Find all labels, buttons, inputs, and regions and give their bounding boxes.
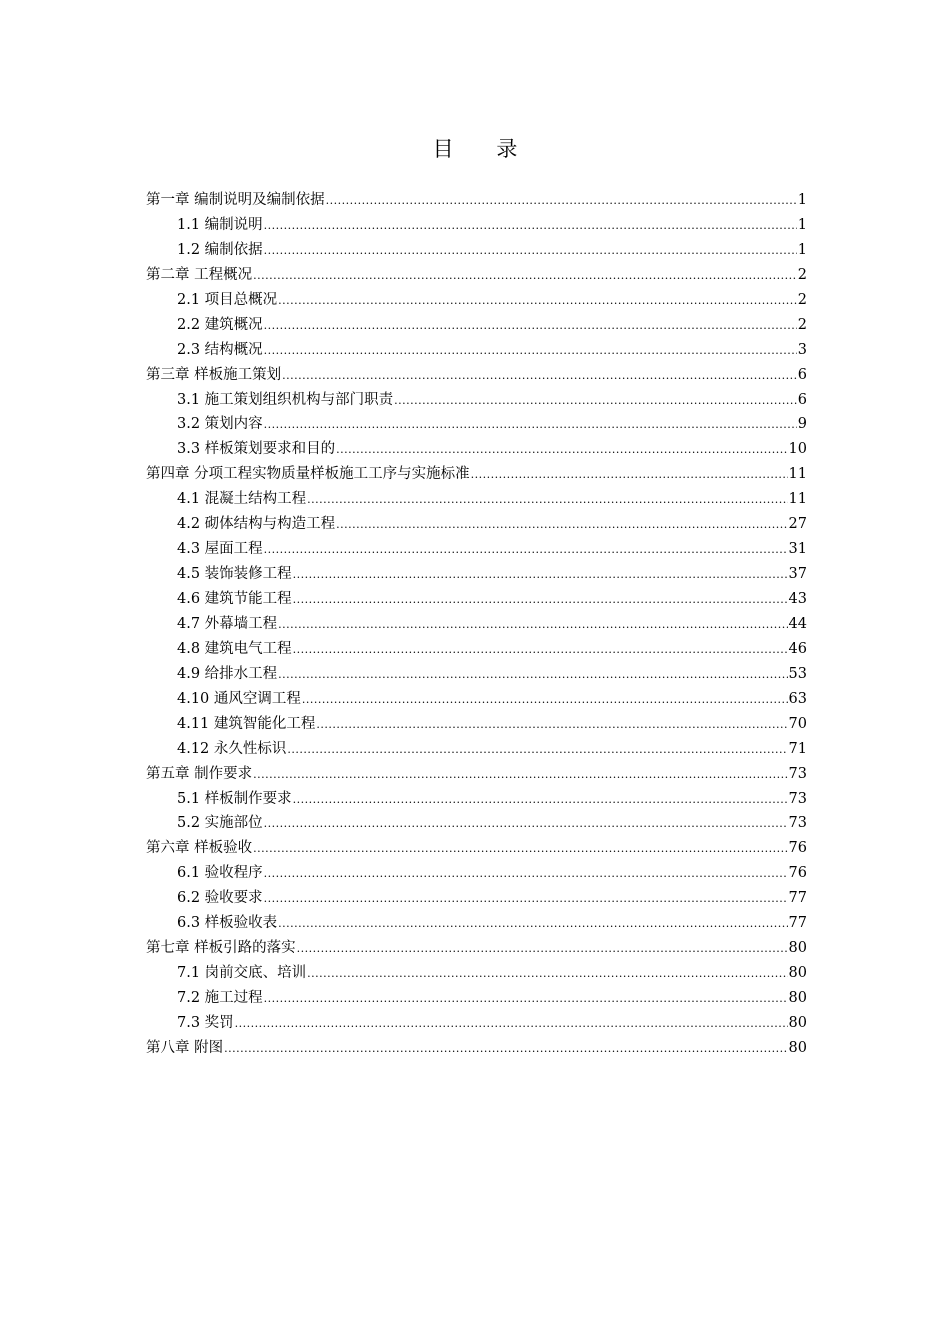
toc-entry-label: 5.2 实施部位 — [177, 815, 263, 832]
toc-dot-leader — [278, 663, 787, 688]
toc-entry-label: 第六章 样板验收 — [146, 840, 253, 857]
toc-page-number: 11 — [788, 491, 807, 508]
toc-section-entry[interactable] — [146, 861, 807, 886]
toc-dot-leader — [287, 738, 787, 763]
table-of-contents — [146, 188, 807, 1061]
toc-page-number: 2 — [797, 316, 807, 333]
toc-entry-label: 7.1 岗前交底、培训 — [177, 965, 307, 982]
toc-dot-leader — [293, 638, 788, 663]
toc-page-number: 76 — [788, 840, 807, 857]
toc-entry-label: 7.3 奖罚 — [177, 1014, 234, 1031]
toc-entry-label: 4.12 永久性标识 — [177, 740, 287, 757]
toc-page-number: 11 — [788, 466, 807, 483]
toc-section-entry[interactable] — [146, 238, 807, 263]
toc-section-entry[interactable] — [146, 712, 807, 737]
toc-page-number: 1 — [797, 241, 807, 258]
toc-dot-leader — [278, 289, 797, 314]
toc-page-number: 6 — [797, 366, 807, 383]
toc-page-number: 46 — [788, 640, 807, 657]
toc-page-number: 73 — [788, 815, 807, 832]
toc-section-entry[interactable] — [146, 213, 807, 238]
toc-entry-label: 3.2 策划内容 — [177, 416, 263, 433]
toc-dot-leader — [264, 987, 788, 1012]
toc-entry-label: 1.2 编制依据 — [177, 241, 263, 258]
toc-chapter-entry[interactable] — [146, 836, 807, 861]
toc-dot-leader — [336, 438, 787, 463]
toc-page-number: 10 — [788, 441, 807, 458]
toc-page-number: 77 — [788, 915, 807, 932]
toc-chapter-entry[interactable] — [146, 188, 807, 213]
toc-entry-label: 3.1 施工策划组织机构与部门职责 — [177, 391, 394, 408]
toc-section-entry[interactable] — [146, 562, 807, 587]
toc-dot-leader — [264, 413, 797, 438]
toc-section-entry[interactable] — [146, 961, 807, 986]
toc-dot-leader — [394, 389, 797, 414]
toc-page-number: 3 — [797, 341, 807, 358]
toc-dot-leader — [253, 264, 797, 289]
toc-section-entry[interactable] — [146, 662, 807, 687]
toc-page-number: 73 — [788, 765, 807, 782]
toc-dot-leader — [264, 538, 788, 563]
toc-section-entry[interactable] — [146, 587, 807, 612]
toc-dot-leader — [293, 788, 788, 813]
toc-section-entry[interactable] — [146, 412, 807, 437]
toc-dot-leader — [264, 887, 788, 912]
toc-entry-label: 6.1 验收程序 — [177, 865, 263, 882]
toc-section-entry[interactable] — [146, 437, 807, 462]
toc-dot-leader — [224, 1037, 787, 1062]
toc-dot-leader — [316, 713, 787, 738]
toc-page-number: 80 — [788, 940, 807, 957]
toc-chapter-entry[interactable] — [146, 462, 807, 487]
toc-page-number: 44 — [788, 615, 807, 632]
toc-section-entry[interactable] — [146, 911, 807, 936]
toc-entry-label: 4.11 建筑智能化工程 — [177, 715, 316, 732]
toc-page-number: 27 — [788, 516, 807, 533]
toc-entry-label: 4.5 装饰装修工程 — [177, 566, 292, 583]
toc-dot-leader — [264, 239, 797, 264]
toc-dot-leader — [264, 214, 797, 239]
toc-section-entry[interactable] — [146, 1011, 807, 1036]
toc-page-number: 77 — [788, 890, 807, 907]
toc-entry-label: 第三章 样板施工策划 — [146, 366, 282, 383]
toc-section-entry[interactable] — [146, 512, 807, 537]
toc-dot-leader — [471, 463, 788, 488]
toc-section-entry[interactable] — [146, 313, 807, 338]
toc-entry-label: 4.2 砌体结构与构造工程 — [177, 516, 336, 533]
toc-page-number: 53 — [788, 665, 807, 682]
toc-dot-leader — [293, 563, 788, 588]
toc-entry-label: 4.8 建筑电气工程 — [177, 640, 292, 657]
toc-dot-leader — [278, 912, 787, 937]
toc-entry-label: 2.1 项目总概况 — [177, 291, 278, 308]
toc-page-number: 63 — [788, 690, 807, 707]
toc-section-entry[interactable] — [146, 687, 807, 712]
toc-dot-leader — [336, 513, 787, 538]
toc-section-entry[interactable] — [146, 388, 807, 413]
toc-page-number: 43 — [788, 591, 807, 607]
toc-entry-label: 2.3 结构概况 — [177, 341, 263, 358]
toc-entry-label: 4.7 外幕墙工程 — [177, 615, 278, 632]
toc-section-entry[interactable] — [146, 288, 807, 313]
toc-dot-leader — [264, 314, 797, 339]
toc-section-entry[interactable] — [146, 338, 807, 363]
toc-page-number: 80 — [788, 1039, 807, 1056]
toc-entry-label: 第五章 制作要求 — [146, 765, 253, 782]
page-title: 目 录 — [432, 137, 536, 161]
toc-page-number: 2 — [797, 266, 807, 283]
toc-entry-label: 6.3 样板验收表 — [177, 915, 278, 932]
toc-dot-leader — [297, 937, 788, 962]
toc-page-number: 73 — [788, 790, 807, 807]
toc-entry-label: 4.9 给排水工程 — [177, 665, 278, 682]
toc-page-number: 80 — [788, 990, 807, 1006]
toc-entry-label: 4.1 混凝土结构工程 — [177, 491, 307, 508]
toc-entry-label: 1.1 编制说明 — [177, 216, 263, 233]
toc-section-entry[interactable] — [146, 637, 807, 662]
toc-dot-leader — [264, 812, 788, 837]
toc-entry-label: 第八章 附图 — [146, 1039, 224, 1056]
toc-page-number: 80 — [788, 1014, 807, 1031]
toc-chapter-entry[interactable] — [146, 762, 807, 787]
toc-entry-label: 第二章 工程概况 — [146, 266, 253, 283]
toc-chapter-entry[interactable] — [146, 363, 807, 388]
toc-entry-label: 第四章 分项工程实物质量样板施工工序与实施标准 — [146, 466, 470, 483]
toc-entry-label: 5.1 样板制作要求 — [177, 790, 292, 807]
toc-section-entry[interactable] — [146, 986, 807, 1011]
toc-dot-leader — [264, 862, 788, 887]
toc-page-number: 80 — [788, 965, 807, 982]
toc-page-number: 71 — [788, 740, 807, 757]
toc-entry-label: 4.10 通风空调工程 — [177, 690, 301, 707]
toc-entry-label: 4.3 屋面工程 — [177, 541, 263, 558]
toc-page-number: 37 — [788, 566, 807, 583]
toc-chapter-entry[interactable] — [146, 263, 807, 288]
toc-chapter-entry[interactable] — [146, 936, 807, 961]
toc-page-number: 76 — [788, 865, 807, 882]
toc-entry-label: 4.6 建筑节能工程 — [177, 591, 292, 607]
toc-dot-leader — [282, 364, 797, 389]
toc-page-number: 1 — [797, 216, 807, 233]
toc-dot-leader — [264, 339, 797, 364]
toc-page-number: 9 — [797, 416, 807, 433]
toc-entry-label: 7.2 施工过程 — [177, 990, 263, 1006]
toc-page-number: 2 — [797, 291, 807, 308]
toc-dot-leader — [307, 962, 787, 987]
toc-entry-label: 3.3 样板策划要求和目的 — [177, 441, 336, 458]
toc-section-entry[interactable] — [146, 612, 807, 637]
toc-section-entry[interactable] — [146, 487, 807, 512]
toc-entry-label: 第七章 样板引路的落实 — [146, 940, 296, 957]
toc-section-entry[interactable] — [146, 886, 807, 911]
toc-entry-label: 6.2 验收要求 — [177, 890, 263, 907]
toc-chapter-entry[interactable] — [146, 1036, 807, 1061]
toc-dot-leader — [278, 613, 787, 638]
toc-dot-leader — [253, 837, 787, 862]
toc-page-number: 31 — [788, 541, 807, 558]
toc-dot-leader — [326, 189, 797, 214]
toc-section-entry[interactable] — [146, 537, 807, 562]
toc-page-number: 70 — [788, 715, 807, 732]
toc-dot-leader — [307, 488, 787, 513]
toc-section-entry[interactable] — [146, 787, 807, 812]
toc-section-entry[interactable] — [146, 811, 807, 836]
toc-dot-leader — [253, 763, 787, 788]
toc-entry-label: 第一章 编制说明及编制依据 — [146, 192, 325, 208]
toc-dot-leader — [302, 688, 788, 713]
toc-page-number: 1 — [797, 192, 807, 208]
toc-entry-label: 2.2 建筑概况 — [177, 316, 263, 333]
toc-page-number: 6 — [797, 391, 807, 408]
toc-section-entry[interactable] — [146, 737, 807, 762]
toc-dot-leader — [293, 588, 788, 613]
toc-dot-leader — [235, 1012, 788, 1037]
